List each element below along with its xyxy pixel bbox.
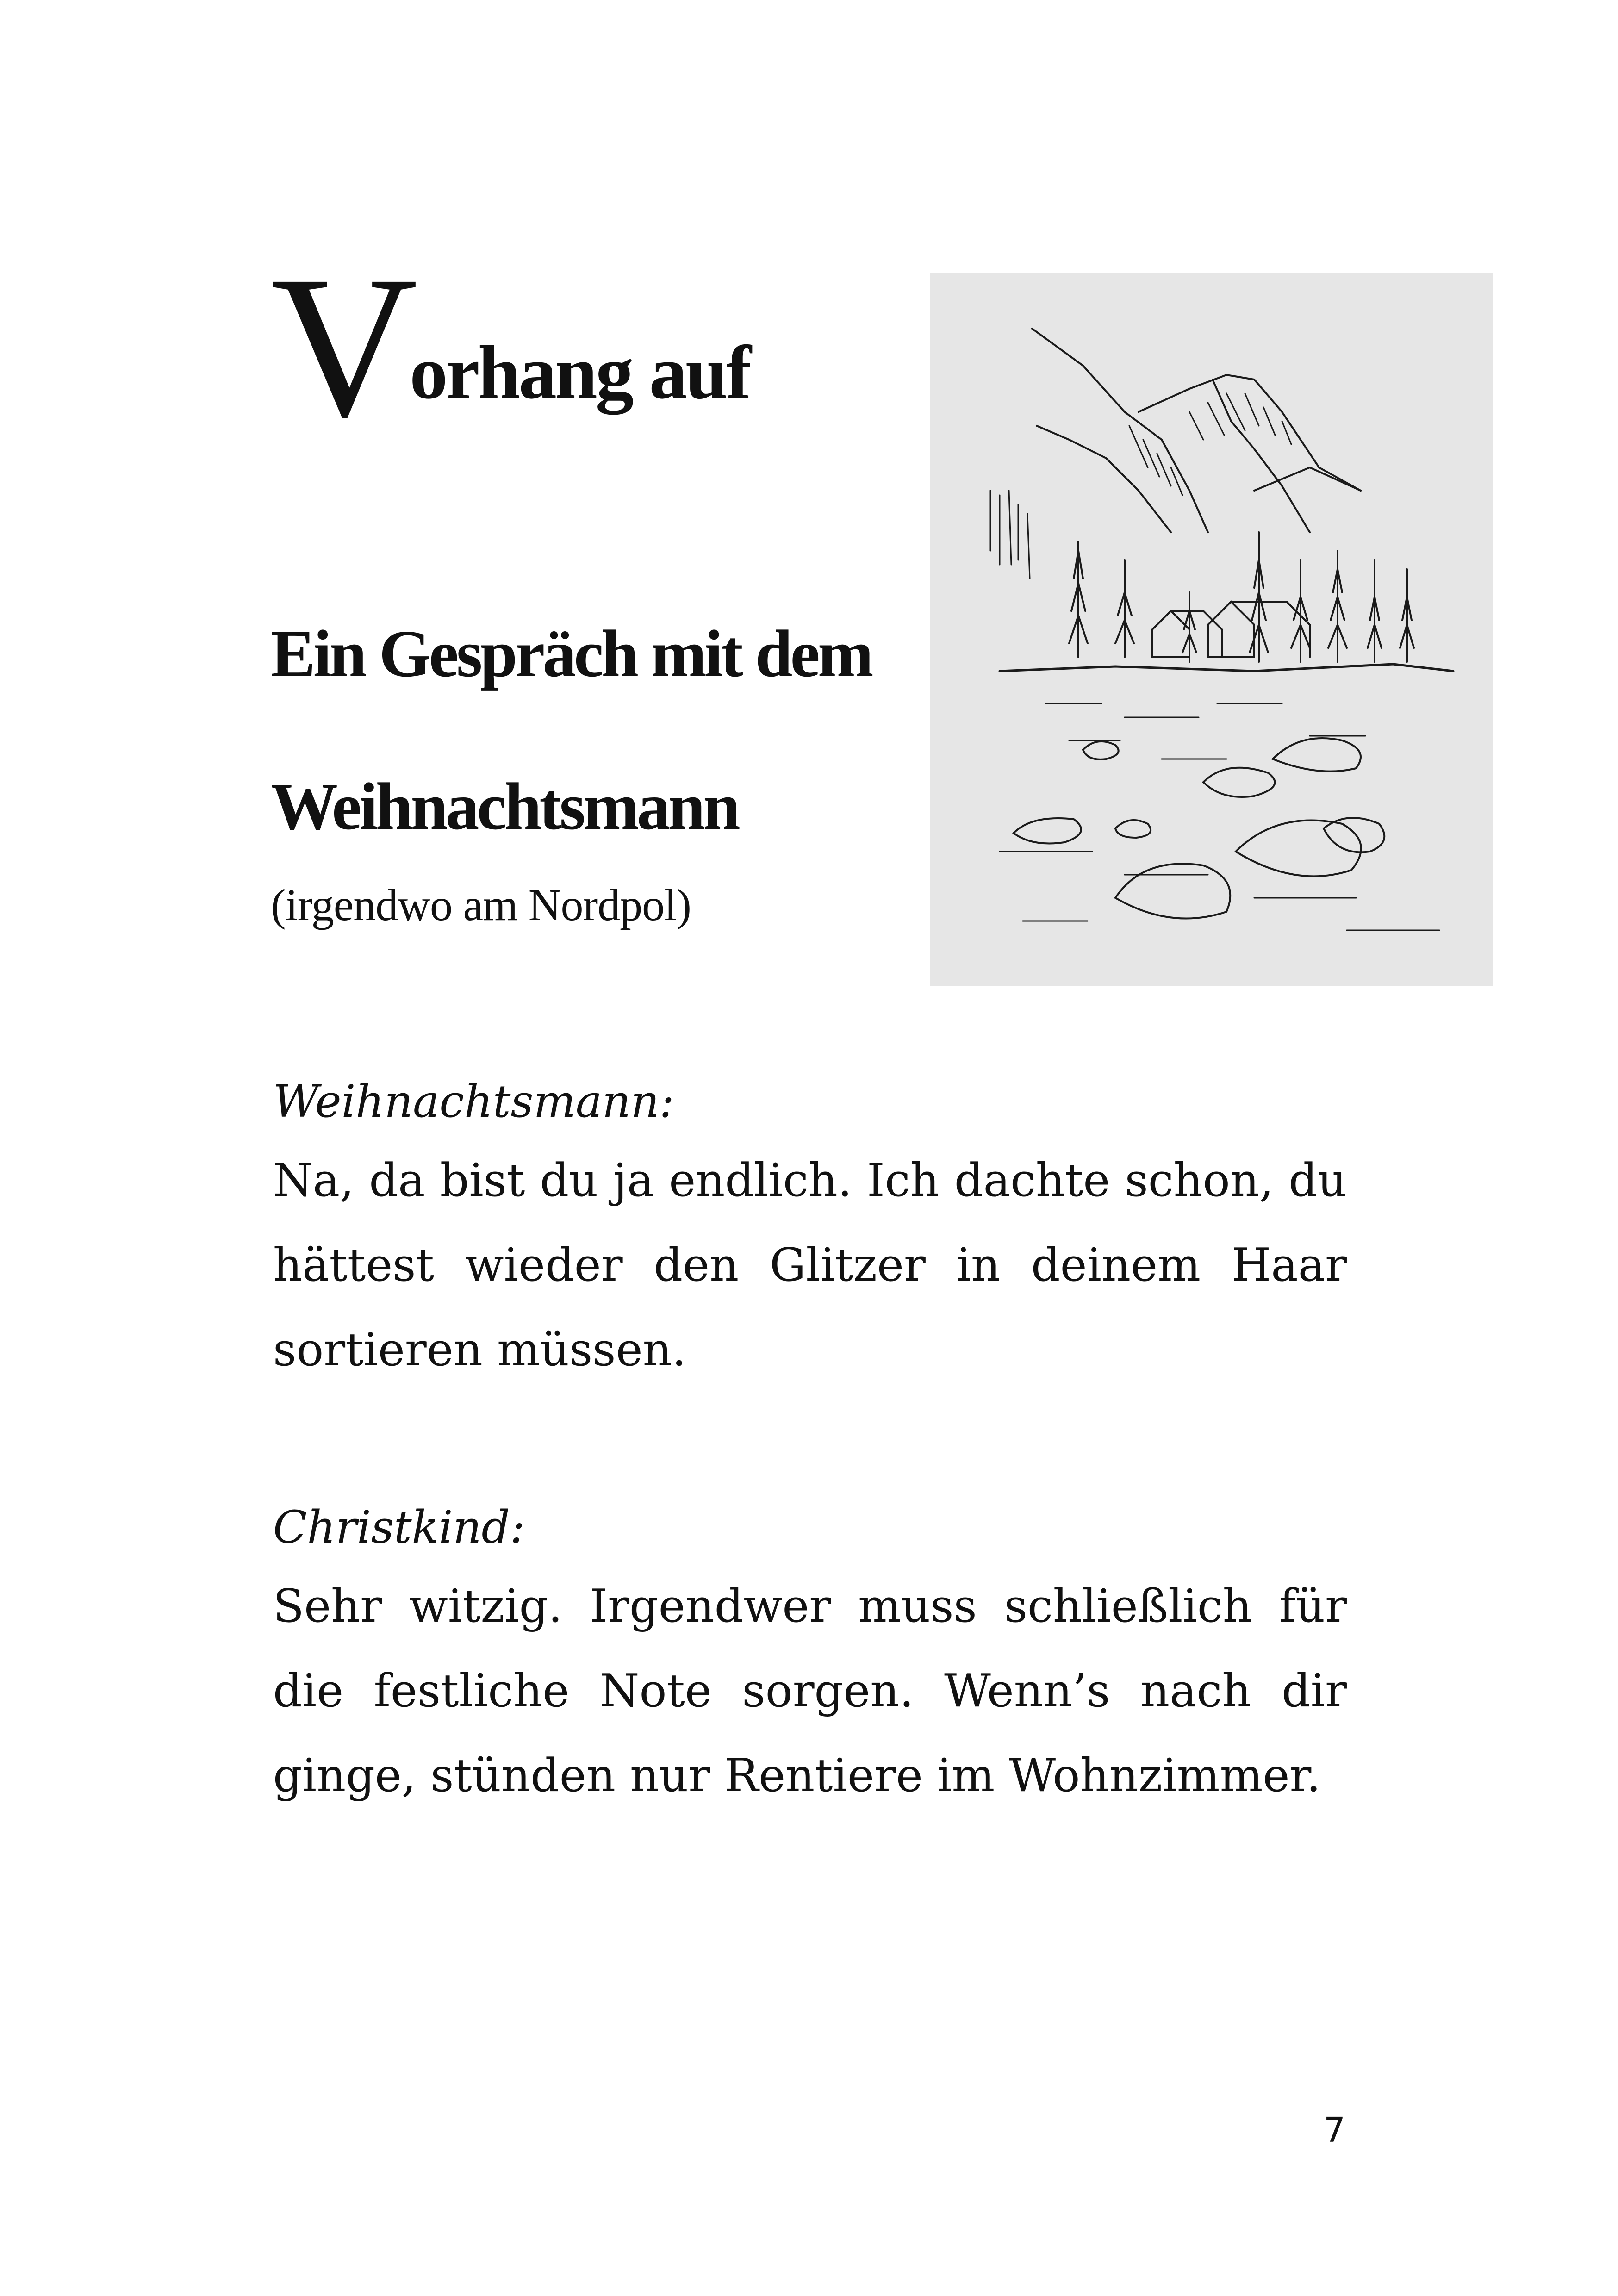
mountain-main-ridge [1139,375,1361,491]
page-number: 7 [1324,2110,1346,2150]
title-text: orhang auf [410,330,750,415]
landscape-sketch [930,273,1493,986]
mountain-left-ridge [1032,329,1208,532]
mountain-inner-ridge [1213,380,1310,532]
landscape-illustration [930,273,1493,986]
speech-text: Na, da bist du ja endlich. Ich dachte schon, du hättest wieder den Glitzer in deinem Haar sortieren müssen. [273,1154,1347,1376]
title-dropcap: V [271,234,413,460]
dialog-block-2 [273,1490,1347,1818]
mountain-foothill-left [1037,426,1171,532]
location-note: (irgendwo am Nordpol) [271,880,691,930]
speech-text: Sehr witzig. Irgendwer muss schließlich für die festliche Note sorgen. Wenn’s nach dir ginge, stünden nur Rentiere im Wohnzimmer. [273,1580,1347,1802]
subtitle-line-1: Ein Gespräch mit dem [271,617,871,691]
subtitle-line-2: Weihnachtsmann [271,770,738,844]
speaker-label: Christkind: [273,1501,525,1553]
dialog-block-1 [273,1064,1347,1393]
speaker-label: Weihnachtsmann: [273,1076,674,1127]
